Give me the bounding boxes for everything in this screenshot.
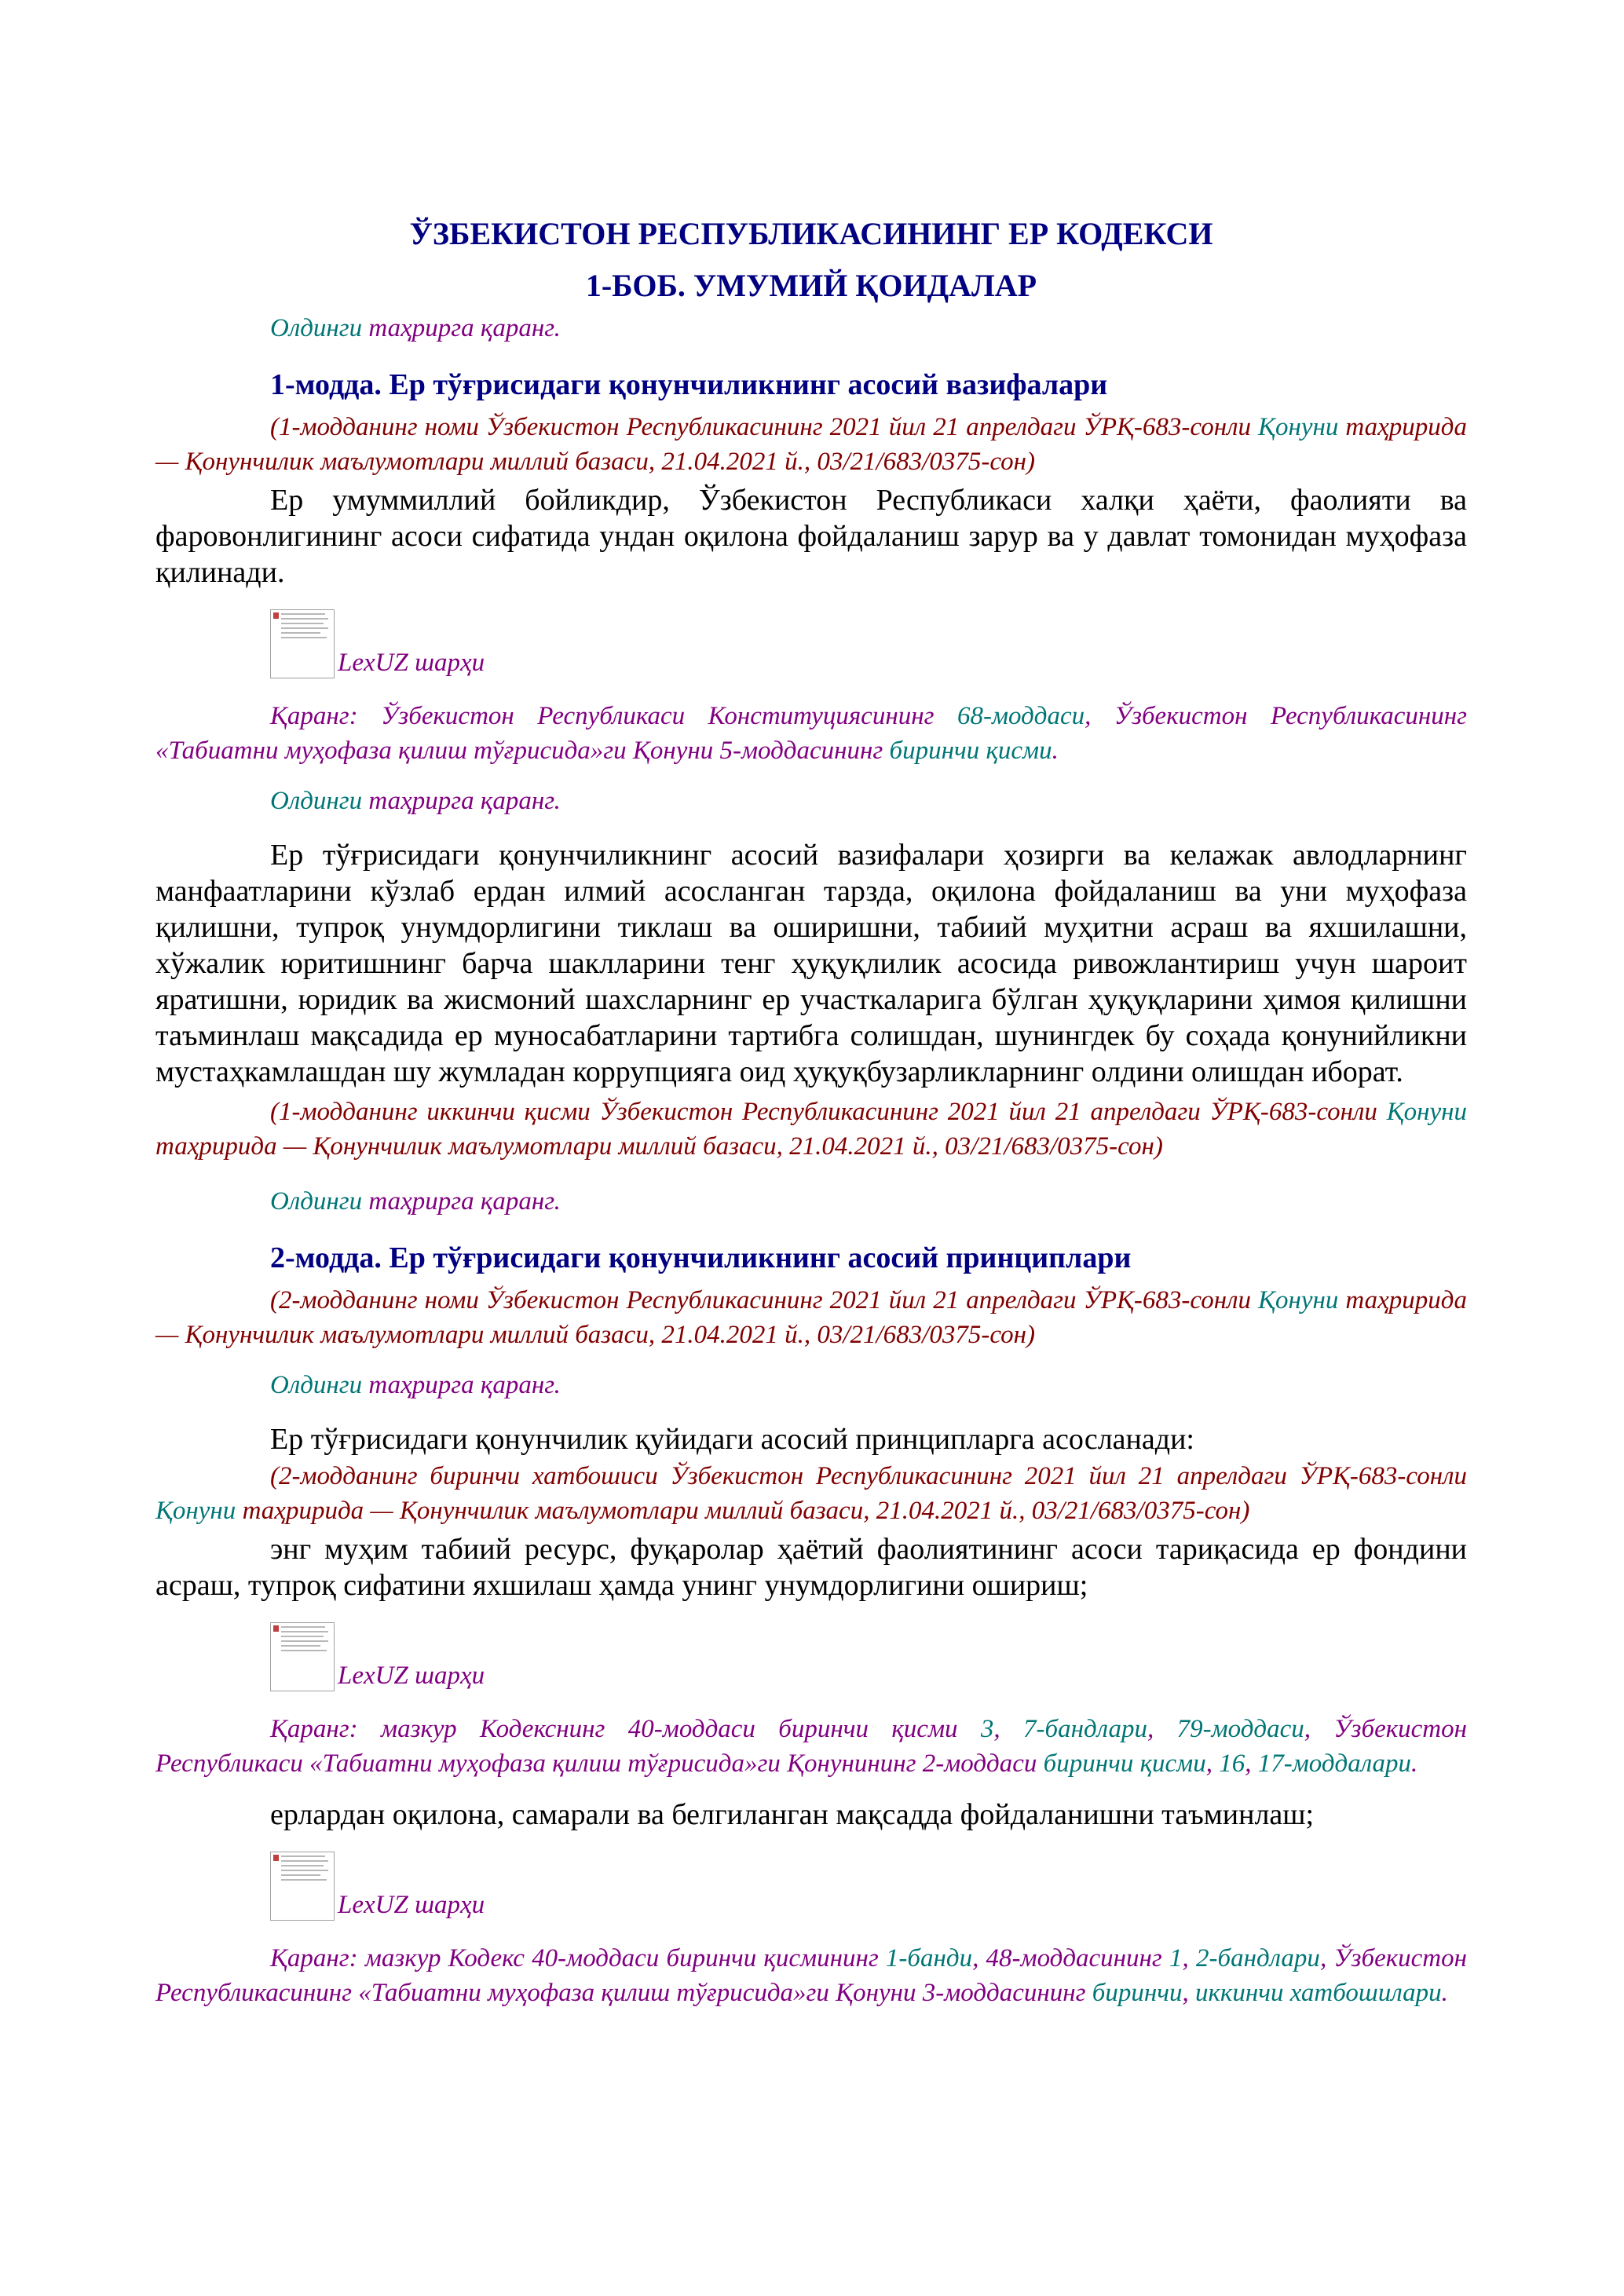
part-one-link[interactable]: биринчи қисми — [1043, 1749, 1206, 1778]
previous-edition-link[interactable] — [155, 784, 1467, 818]
previous-edition-link-a[interactable]: Олдинги — [270, 787, 363, 815]
see-text: , — [1245, 1749, 1258, 1778]
article-2-heading: 2-модда. Ер тўғрисидаги қонунчиликнинг асосий принциплари — [270, 1241, 1132, 1274]
see-text: , — [1205, 1749, 1220, 1778]
law-link[interactable]: Қонуни — [1258, 1286, 1339, 1314]
see-text: . — [1052, 737, 1059, 765]
clause-7-link[interactable]: 7-бандлари — [1023, 1715, 1147, 1743]
see-text: , Ўзбекистон Республикасининг «Табиатни муҳофаза қилиш тўғрисида»ги Қонуни 5-моддасининг — [155, 702, 1467, 765]
previous-edition-link[interactable] — [155, 1368, 1467, 1402]
article-1-paragraph-2: Ер тўғрисидаги қонунчиликнинг асосий вазифалари ҳозирги ва келажак авлодларнинг манфаатларини кўзлаб ердан илмий асосланган тарзда, оқилона фойдаланиш ва уни муҳофаза қилишни, тупроқ унумдорлигини тиклаш ва оширишни, табиий муҳитни асраш ва яхшилашни, хўжалик юритишнинг барча шаклларини тенг ҳуқуқлилик асосида ривожлантириш учун шароит яратишни, юридик ва жисмоний шахсларнинг ер участкаларига бўлган ҳуқуқларини ҳимоя қилишни таъминлаш мақсадида ер муносабатларини тартибга солишдан, шунингдек бу соҳада қонунийликни мустаҳкамлашдан шу жумладан коррупцияга оид ҳуқуқбузарликларнинг олдини олишдан иборат. — [155, 839, 1467, 1088]
article-1-heading: 1-модда. Ер тўғрисидаги қонунчиликнинг асосий вазифалари — [270, 368, 1108, 401]
article-1-amendment-note — [155, 410, 1467, 479]
chapter-title: 1-БОБ. УМУМИЙ ҚОИДАЛАР — [585, 268, 1037, 303]
see-text: , — [1147, 1715, 1177, 1743]
document-page — [155, 212, 1467, 2026]
see-text: , Ўзбекистон Республикасининг «Табиатни муҳофаза қилиш тўғрисида»ги Қонуни 3-моддасининг — [155, 1944, 1468, 2007]
lexuz-commentary-label[interactable]: LexUZ шарҳи — [338, 1662, 485, 1690]
previous-edition-link-b[interactable]: таҳрирга қаранг. — [362, 1371, 561, 1399]
clause-1-link[interactable]: 1-банди — [885, 1944, 973, 1972]
previous-edition-link-b[interactable]: таҳрирга қаранг. — [362, 1187, 561, 1216]
article-2-amendment-note — [155, 1283, 1467, 1352]
note-text: (2-модданинг номи Ўзбекистон Республикасининг 2021 йил 21 апрелдаги ЎРҚ-683-сонли — [270, 1286, 1259, 1314]
see-text: , — [993, 1715, 1024, 1743]
note-text: (1-модданинг номи Ўзбекистон Республикасининг 2021 йил 21 апрелдаги ЎРҚ-683-сонли — [270, 413, 1259, 441]
part-one-link[interactable]: биринчи қисми — [889, 737, 1052, 765]
see-text: , 48-моддасининг — [972, 1944, 1170, 1972]
note-text: таҳририда — Қонунчилик маълумотлари миллий базаси, 21.04.2021 й., 03/21/683/0375-сон) — [155, 413, 1468, 476]
law-link[interactable]: Қонуни — [1386, 1098, 1467, 1126]
note-text: (1-модданинг иккинчи қисми Ўзбекистон Республикасининг 2021 йил 21 апрелдаги ЎРҚ-683-сонли — [270, 1098, 1387, 1126]
constitution-article-link[interactable]: 68-моддаси — [956, 702, 1085, 730]
previous-edition-link-b[interactable]: таҳрирга қаранг. — [362, 314, 561, 342]
article-1-see-also — [155, 699, 1467, 768]
law-link[interactable]: Қонуни — [1258, 413, 1339, 441]
lexuz-thumbnail-icon[interactable] — [270, 1852, 335, 1921]
lexuz-commentary[interactable] — [155, 1622, 1467, 1691]
note-text: таҳририда — Қонунчилик маълумотлари миллий базаси, 21.04.2021 й., 03/21/683/0375-сон) — [155, 1286, 1468, 1349]
see-text: Қаранг: мазкур Кодекснинг 40-моддаси биринчи қисми — [270, 1715, 981, 1743]
see-text: Қаранг: Ўзбекистон Республикаси Конституциясининг — [270, 702, 957, 730]
see-text: . — [1441, 1979, 1448, 2007]
code-title: ЎЗБЕКИСТОН РЕСПУБЛИКАСИНИНГ ЕР КОДЕКСИ — [409, 216, 1213, 251]
see-text: , — [1182, 1944, 1196, 1972]
lexuz-thumbnail-icon[interactable] — [270, 1622, 335, 1691]
article-2-paragraph-3: ерлардан оқилона, самарали ва белгиланган мақсадда фойдаланишни таъминлаш; — [270, 1798, 1315, 1831]
clause-3-link[interactable]: 3 — [980, 1715, 994, 1743]
law-link[interactable]: Қонуни — [155, 1497, 236, 1525]
article-2-paragraph-1: Ер тўғрисидаги қонунчилик қуйидаги асосий принципларга асосланади: — [270, 1423, 1194, 1456]
see-text: . — [1411, 1749, 1418, 1778]
previous-edition-link-a[interactable]: Олдинги — [270, 1187, 363, 1216]
see-text: , — [1182, 1979, 1195, 2007]
see-text: Қаранг: мазкур Кодекс 40-моддаси биринчи қисмининг — [270, 1944, 886, 1972]
lexuz-commentary-label[interactable]: LexUZ шарҳи — [338, 649, 485, 677]
previous-edition-link[interactable] — [155, 1184, 1467, 1219]
lexuz-commentary[interactable] — [155, 1852, 1467, 1921]
article-16-link[interactable]: 16 — [1219, 1749, 1245, 1778]
lexuz-thumbnail-icon[interactable] — [270, 609, 335, 678]
article-2-see-also-2 — [155, 1941, 1467, 2010]
article-1-paragraph-1: Ер умуммиллий бойликдир, Ўзбекистон Республикаси халқи ҳаёти, фаолияти ва фаровонлигининг асоси сифатида ундан оқилона фойдаланиш зарур ва у давлат томонидан муҳофаза қилинади. — [155, 484, 1467, 589]
article-2-paragraph-1-amendment-note — [155, 1459, 1467, 1528]
note-text: (2-модданинг биринчи хатбошиси Ўзбекистон Республикасининг 2021 йил 21 апрелдаги ЎРҚ-683-сонли — [270, 1462, 1467, 1490]
previous-edition-link-a[interactable]: Олдинги — [270, 1371, 363, 1399]
first-paragraph-link[interactable]: биринчи — [1092, 1979, 1183, 2007]
lexuz-commentary[interactable] — [155, 609, 1467, 678]
previous-edition-link-a[interactable]: Олдинги — [270, 314, 363, 342]
article-48-clause-1-link[interactable]: 1 — [1169, 1944, 1183, 1972]
article-79-link[interactable]: 79-моддаси — [1176, 1715, 1304, 1743]
see-text: , Ўзбекистон Республикаси «Табиатни муҳофаза қилиш тўғрисида»ги Қонунининг 2-моддаси — [155, 1715, 1467, 1778]
second-paragraph-link[interactable]: иккинчи хатбошилари — [1194, 1979, 1442, 2007]
lexuz-commentary-label[interactable]: LexUZ шарҳи — [338, 1891, 485, 1919]
note-text: таҳририда — Қонунчилик маълумотлари миллий базаси, 21.04.2021 й., 03/21/683/0375-сон) — [236, 1497, 1250, 1525]
article-48-clause-2-link[interactable]: 2-бандлари — [1195, 1944, 1320, 1972]
previous-edition-link[interactable] — [155, 311, 1467, 345]
previous-edition-link-b[interactable]: таҳрирга қаранг. — [362, 787, 561, 815]
article-2-see-also-1 — [155, 1712, 1467, 1781]
article-1-part-2-amendment-note — [155, 1095, 1467, 1164]
note-text: таҳририда — Қонунчилик маълумотлари миллий базаси, 21.04.2021 й., 03/21/683/0375-сон) — [155, 1132, 1163, 1161]
article-2-paragraph-2: энг муҳим табиий ресурс, фуқаролар ҳаётий фаолиятининг асоси тариқасида ер фондини асраш, тупроқ сифатини яхшилаш ҳамда унинг унумдорлигини ошириш; — [155, 1533, 1467, 1602]
article-17-link[interactable]: 17-моддалари — [1257, 1749, 1412, 1778]
